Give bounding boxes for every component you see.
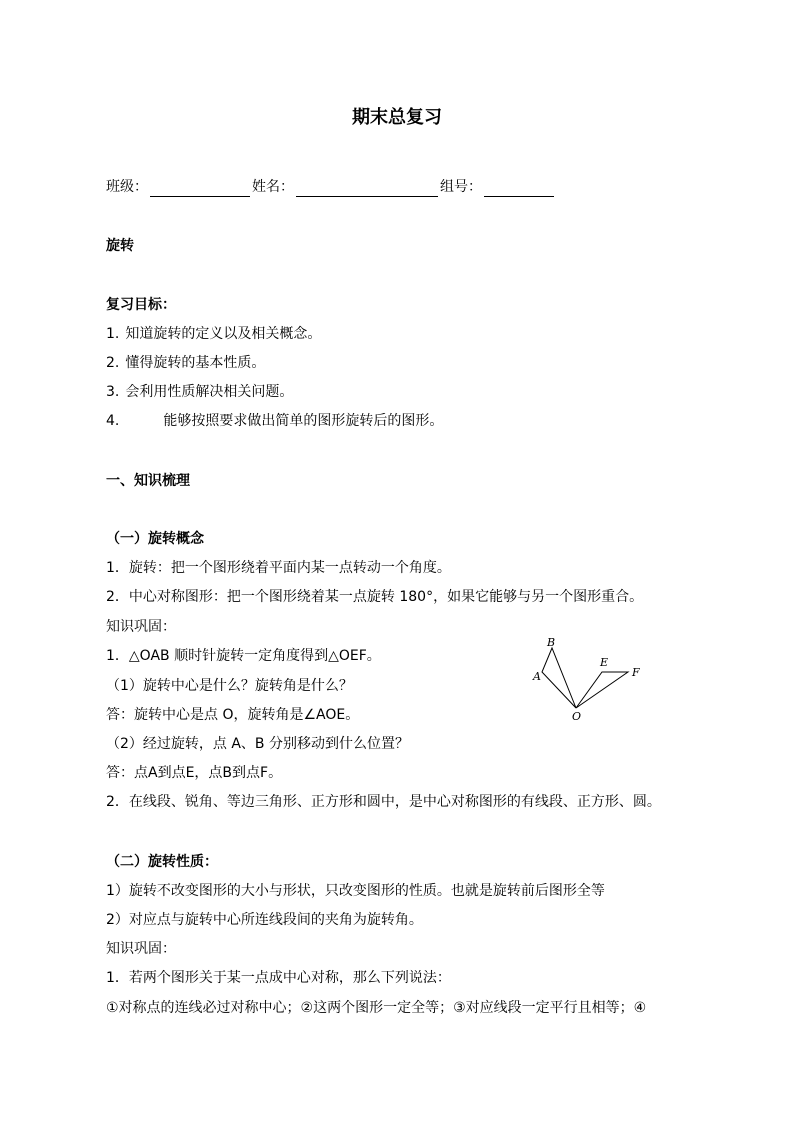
group-blank	[484, 181, 554, 197]
group-label: 组号：	[440, 179, 482, 195]
property-line: 知识巩固：	[106, 941, 176, 957]
class-blank	[150, 181, 250, 197]
section-heading-rotation: 旋转	[106, 238, 134, 254]
goal-item: 4. 能够按照要求做出简单的图形旋转后的图形。	[106, 413, 444, 429]
part-heading: 一、知识梳理	[106, 473, 190, 489]
goals-heading: 复习目标：	[106, 297, 176, 313]
concept-line: 1．△OAB 顺时针旋转一定角度得到△OEF。	[106, 648, 381, 664]
concept-line: 知识巩固：	[106, 619, 176, 635]
goal-item: 3. 会利用性质解决相关问题。	[106, 384, 294, 400]
triangle-oab	[542, 648, 576, 708]
name-label: 姓名：	[252, 179, 294, 195]
label-e: E	[600, 656, 609, 669]
goal-item: 2. 懂得旋转的基本性质。	[106, 355, 266, 371]
concept-line: 1．旋转：把一个图形绕着平面内某一点转动一个角度。	[106, 560, 451, 576]
property-line: 2）对应点与旋转中心所连线段间的夹角为旋转角。	[106, 912, 423, 928]
concept-line: 答：点A到点E，点B到点F。	[106, 765, 283, 781]
property-line: ①对称点的连线必过对称中心；②这两个图形一定全等；③对应线段一定平行且相等；④	[106, 1000, 647, 1016]
label-f: F	[632, 666, 640, 679]
goal-item: 1. 知道旋转的定义以及相关概念。	[106, 326, 322, 342]
label-b: B	[547, 636, 556, 649]
concept-line: （2）经过旋转，点 A、B 分别移动到什么位置？	[106, 736, 409, 752]
concept-heading: （一）旋转概念	[106, 531, 204, 547]
label-a: A	[533, 670, 541, 683]
concept-line: 答：旋转中心是点 O，旋转角是∠AOE。	[106, 707, 360, 723]
triangle-oef	[576, 672, 628, 708]
properties-heading: （二）旋转性质：	[106, 854, 218, 870]
name-blank	[296, 181, 438, 197]
label-o: O	[572, 710, 582, 723]
student-info-row	[106, 177, 556, 197]
class-label: 班级：	[106, 179, 148, 195]
concept-line: （1）旋转中心是什么？旋转角是什么？	[106, 678, 353, 694]
property-line: 1）旋转不改变图形的大小与形状，只改变图形的性质。也就是旋转前后图形全等	[106, 883, 605, 899]
rotation-figure	[528, 634, 648, 726]
concept-line: 2．中心对称图形：把一个图形绕着某一点旋转 180°，如果它能够与另一个图形重合。	[106, 589, 644, 605]
page-title: 期末总复习	[352, 107, 442, 128]
property-line: 1．若两个图形关于某一点成中心对称，那么下列说法：	[106, 970, 451, 986]
concept-line: 2．在线段、锐角、等边三角形、正方形和圆中，是中心对称图形的有线段、正方形、圆。	[106, 794, 661, 810]
